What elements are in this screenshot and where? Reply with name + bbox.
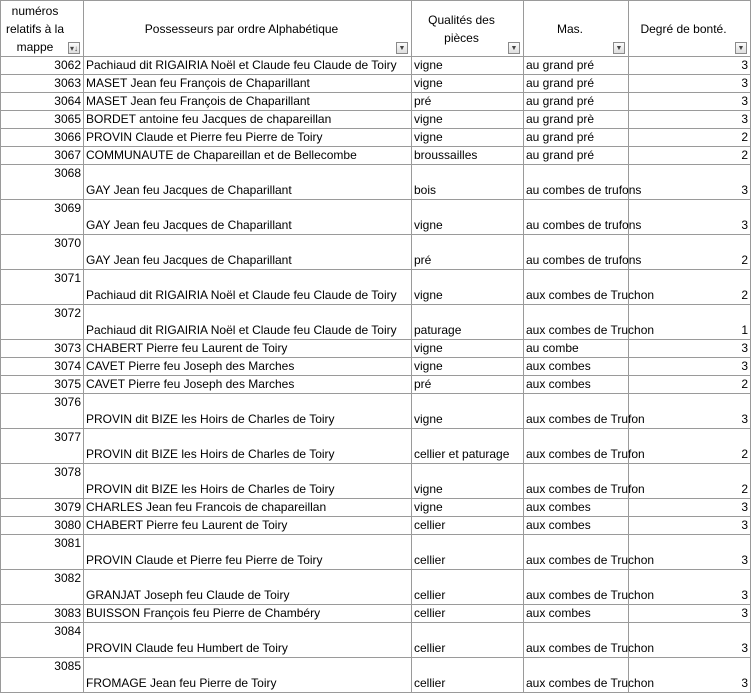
- cell-quality[interactable]: pré: [412, 93, 524, 111]
- cell-degree[interactable]: 3: [629, 570, 751, 605]
- cell-degree[interactable]: 2: [629, 464, 751, 499]
- cell-quality[interactable]: cellier: [412, 605, 524, 623]
- cell-quality[interactable]: cellier et paturage: [412, 429, 524, 464]
- cell-owner[interactable]: CHARLES Jean feu Francois de chapareillan: [84, 499, 412, 517]
- cell-quality[interactable]: vigne: [412, 129, 524, 147]
- header-row: [1, 1, 751, 57]
- cell-owner[interactable]: GAY Jean feu Jacques de Chaparillant: [84, 235, 412, 270]
- cell-quality[interactable]: vigne: [412, 358, 524, 376]
- cell-quality[interactable]: cellier: [412, 517, 524, 535]
- cell-degree[interactable]: 2: [629, 129, 751, 147]
- cell-owner[interactable]: MASET Jean feu François de Chaparillant: [84, 75, 412, 93]
- cell-mas[interactable]: aux combes: [524, 358, 629, 376]
- dropdown-filter-icon[interactable]: ▼: [735, 42, 747, 54]
- cell-number[interactable]: 3077: [1, 429, 84, 464]
- cell-owner[interactable]: PROVIN Claude et Pierre feu Pierre de Toiry: [84, 535, 412, 570]
- table-row: [1, 376, 751, 394]
- cell-degree[interactable]: 3: [629, 340, 751, 358]
- column-header-numbers: [1, 1, 84, 57]
- cell-mas[interactable]: au combe: [524, 340, 629, 358]
- cell-quality[interactable]: broussailles: [412, 147, 524, 165]
- cell-mas[interactable]: au grand pré: [524, 129, 629, 147]
- dropdown-filter-icon[interactable]: ▼: [613, 42, 625, 54]
- cell-mas[interactable]: au combes de trufons: [524, 165, 629, 200]
- cell-number[interactable]: 3062: [1, 57, 84, 75]
- cell-degree[interactable]: 2: [629, 429, 751, 464]
- cell-quality[interactable]: vigne: [412, 464, 524, 499]
- cell-owner[interactable]: CHABERT Pierre feu Laurent de Toiry: [84, 517, 412, 535]
- cell-number[interactable]: 3083: [1, 605, 84, 623]
- table-row: [1, 147, 751, 165]
- table-row: [1, 429, 751, 464]
- column-header-quality: [412, 1, 524, 57]
- cell-degree[interactable]: 3: [629, 605, 751, 623]
- cell-owner[interactable]: GAY Jean feu Jacques de Chaparillant: [84, 200, 412, 235]
- cell-quality[interactable]: vigne: [412, 340, 524, 358]
- cell-degree[interactable]: 3: [629, 358, 751, 376]
- cell-number[interactable]: 3080: [1, 517, 84, 535]
- cell-number[interactable]: 3078: [1, 464, 84, 499]
- header-label: Degré de bonté.: [640, 21, 727, 36]
- cell-degree[interactable]: 1: [629, 305, 751, 340]
- cell-mas[interactable]: aux combes de Truchon: [524, 270, 629, 305]
- dropdown-filter-icon[interactable]: ▼: [508, 42, 520, 54]
- table-row: [1, 464, 751, 499]
- table-row: [1, 570, 751, 605]
- cell-quality[interactable]: pré: [412, 376, 524, 394]
- cell-number[interactable]: 3072: [1, 305, 84, 340]
- cell-number[interactable]: 3073: [1, 340, 84, 358]
- cell-mas[interactable]: aux combes de Truchon: [524, 623, 629, 658]
- header-label: numéros relatifs à la mappe: [5, 3, 65, 54]
- cell-degree[interactable]: 2: [629, 270, 751, 305]
- table-row: [1, 623, 751, 658]
- cell-number[interactable]: 3067: [1, 147, 84, 165]
- cell-mas[interactable]: aux combes de Truchon: [524, 305, 629, 340]
- cell-degree[interactable]: 3: [629, 623, 751, 658]
- cell-owner[interactable]: Pachiaud dit RIGAIRIA Noël et Claude feu Claude de Toiry: [84, 305, 412, 340]
- cell-mas[interactable]: aux combes de Trufon: [524, 429, 629, 464]
- cell-owner[interactable]: PROVIN Claude et Pierre feu Pierre de Toiry: [84, 129, 412, 147]
- cell-number[interactable]: 3079: [1, 499, 84, 517]
- cell-quality[interactable]: vigne: [412, 57, 524, 75]
- cell-mas[interactable]: au combes de trufons: [524, 200, 629, 235]
- table-row: [1, 394, 751, 429]
- cell-degree[interactable]: 3: [629, 165, 751, 200]
- cell-mas[interactable]: au combes de trufons: [524, 235, 629, 270]
- cell-quality[interactable]: cellier: [412, 623, 524, 658]
- cell-quality[interactable]: bois: [412, 165, 524, 200]
- cell-mas[interactable]: aux combes de Truchon: [524, 535, 629, 570]
- cell-quality[interactable]: cellier: [412, 535, 524, 570]
- cell-owner[interactable]: Pachiaud dit RIGAIRIA Noël et Claude feu Claude de Toiry: [84, 270, 412, 305]
- cell-number[interactable]: 3066: [1, 129, 84, 147]
- table-row: [1, 93, 751, 111]
- cell-number[interactable]: 3081: [1, 535, 84, 570]
- cell-degree[interactable]: 3: [629, 200, 751, 235]
- cell-degree[interactable]: 2: [629, 376, 751, 394]
- cell-number[interactable]: 3065: [1, 111, 84, 129]
- cell-degree[interactable]: 2: [629, 235, 751, 270]
- table-row: [1, 535, 751, 570]
- cell-owner[interactable]: CAVET Pierre feu Joseph des Marches: [84, 358, 412, 376]
- cell-owner[interactable]: CAVET Pierre feu Joseph des Marches: [84, 376, 412, 394]
- table-row: [1, 165, 751, 200]
- cell-degree[interactable]: 3: [629, 535, 751, 570]
- cell-mas[interactable]: aux combes de Truchon: [524, 570, 629, 605]
- cell-quality[interactable]: vigne: [412, 270, 524, 305]
- table-row: [1, 111, 751, 129]
- cell-degree[interactable]: 3: [629, 75, 751, 93]
- cell-number[interactable]: 3076: [1, 394, 84, 429]
- cell-number[interactable]: 3082: [1, 570, 84, 605]
- cell-quality[interactable]: vigne: [412, 499, 524, 517]
- cell-quality[interactable]: vigne: [412, 394, 524, 429]
- cell-degree[interactable]: 3: [629, 658, 751, 693]
- cell-owner[interactable]: GAY Jean feu Jacques de Chaparillant: [84, 165, 412, 200]
- column-header-owners: [84, 1, 412, 57]
- cell-owner[interactable]: PROVIN dit BIZE les Hoirs de Charles de Toiry: [84, 464, 412, 499]
- cell-mas[interactable]: aux combes de Trufon: [524, 464, 629, 499]
- cell-mas[interactable]: au grand pré: [524, 147, 629, 165]
- cell-owner[interactable]: PROVIN dit BIZE les Hoirs de Charles de Toiry: [84, 429, 412, 464]
- table-row: [1, 235, 751, 270]
- cell-quality[interactable]: vigne: [412, 111, 524, 129]
- cell-number[interactable]: 3085: [1, 658, 84, 693]
- cell-owner[interactable]: COMMUNAUTE de Chapareillan et de Bellecombe: [84, 147, 412, 165]
- cell-owner[interactable]: BUISSON François feu Pierre de Chambéry: [84, 605, 412, 623]
- table-row: [1, 358, 751, 376]
- cell-mas[interactable]: au grand pré: [524, 93, 629, 111]
- cell-owner[interactable]: CHABERT Pierre feu Laurent de Toiry: [84, 340, 412, 358]
- cell-owner[interactable]: MASET Jean feu François de Chaparillant: [84, 93, 412, 111]
- table-row: [1, 658, 751, 693]
- cell-number[interactable]: 3071: [1, 270, 84, 305]
- cell-owner[interactable]: BORDET antoine feu Jacques de chapareillan: [84, 111, 412, 129]
- table-row: [1, 200, 751, 235]
- table-row: [1, 517, 751, 535]
- table-row: [1, 605, 751, 623]
- column-header-degree: [629, 1, 751, 57]
- cell-owner[interactable]: PROVIN dit BIZE les Hoirs de Charles de Toiry: [84, 394, 412, 429]
- cell-mas[interactable]: aux combes de Trufon: [524, 394, 629, 429]
- table-row: [1, 129, 751, 147]
- cell-degree[interactable]: 2: [629, 147, 751, 165]
- cell-number[interactable]: 3084: [1, 623, 84, 658]
- header-label: Mas.: [556, 21, 583, 36]
- cell-owner[interactable]: Pachiaud dit RIGAIRIA Noël et Claude feu Claude de Toiry: [84, 57, 412, 75]
- table-row: [1, 270, 751, 305]
- cell-owner[interactable]: PROVIN Claude feu Humbert de Toiry: [84, 623, 412, 658]
- table-row: [1, 340, 751, 358]
- table-row: [1, 499, 751, 517]
- cell-number[interactable]: 3074: [1, 358, 84, 376]
- cell-mas[interactable]: au grand pré: [524, 75, 629, 93]
- cell-number[interactable]: 3064: [1, 93, 84, 111]
- cell-degree[interactable]: 3: [629, 394, 751, 429]
- cell-number[interactable]: 3075: [1, 376, 84, 394]
- cell-quality[interactable]: vigne: [412, 75, 524, 93]
- cell-mas[interactable]: aux combes: [524, 376, 629, 394]
- cell-mas[interactable]: aux combes de Truchon: [524, 658, 629, 693]
- cell-number[interactable]: 3063: [1, 75, 84, 93]
- sort-ascending-filter-icon[interactable]: ▾↓: [69, 44, 78, 53]
- cell-degree[interactable]: 3: [629, 93, 751, 111]
- cell-mas[interactable]: aux combes: [524, 517, 629, 535]
- cell-quality[interactable]: vigne: [412, 200, 524, 235]
- cell-number[interactable]: 3070: [1, 235, 84, 270]
- cell-degree[interactable]: 3: [629, 57, 751, 75]
- cell-quality[interactable]: paturage: [412, 305, 524, 340]
- header-label: Possesseurs par ordre Alphabétique: [144, 21, 339, 36]
- cell-quality[interactable]: cellier: [412, 658, 524, 693]
- table-row: [1, 305, 751, 340]
- cell-mas[interactable]: au grand pré: [524, 57, 629, 75]
- column-header-mas: [524, 1, 629, 57]
- cell-mas[interactable]: aux combes: [524, 605, 629, 623]
- table-row: [1, 75, 751, 93]
- table-row: [1, 57, 751, 75]
- cell-quality[interactable]: pré: [412, 235, 524, 270]
- cell-degree[interactable]: 3: [629, 517, 751, 535]
- cell-quality[interactable]: cellier: [412, 570, 524, 605]
- cell-degree[interactable]: 3: [629, 111, 751, 129]
- cell-owner[interactable]: GRANJAT Joseph feu Claude de Toiry: [84, 570, 412, 605]
- cell-mas[interactable]: au grand prè: [524, 111, 629, 129]
- cell-owner[interactable]: FROMAGE Jean feu Pierre de Toiry: [84, 658, 412, 693]
- cell-degree[interactable]: 3: [629, 499, 751, 517]
- header-label: Qualités des pièces: [428, 12, 495, 45]
- dropdown-filter-icon[interactable]: ▼: [396, 42, 408, 54]
- cell-number[interactable]: 3068: [1, 165, 84, 200]
- cell-number[interactable]: 3069: [1, 200, 84, 235]
- cell-mas[interactable]: aux combes: [524, 499, 629, 517]
